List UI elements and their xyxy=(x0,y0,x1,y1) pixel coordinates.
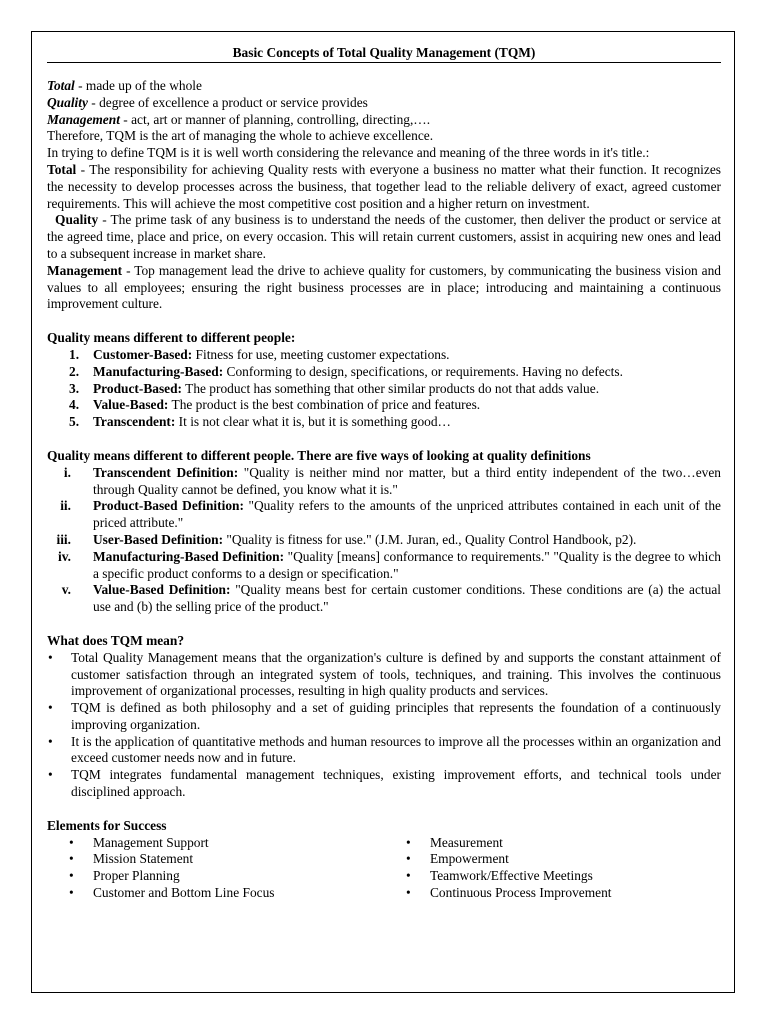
list-text: TQM integrates fundamental management techniques, existing improvement efforts, and technical tools under disciplined approach. xyxy=(71,767,721,800)
list-marker: ii. xyxy=(60,498,71,514)
title-underline xyxy=(47,62,721,63)
list-text: "Quality means best for certain customer conditions. These conditions are (a) the actual use and (b) the selling price of the product." xyxy=(93,582,721,615)
elements-left-column xyxy=(47,835,384,902)
list-item xyxy=(47,835,384,852)
document-body xyxy=(47,78,721,902)
list-text: Measurement xyxy=(430,834,503,850)
definition-management xyxy=(47,112,721,129)
definition-text: - degree of excellence a product or service provides xyxy=(87,94,368,110)
list-item xyxy=(47,532,721,549)
list-text: TQM is defined as both philosophy and a set of guiding principles that represents the foundation of a continuously improving organization. xyxy=(71,700,721,732)
list-item xyxy=(47,364,721,381)
paragraph-term: Management xyxy=(47,262,123,278)
list-item xyxy=(47,700,721,734)
list-text: Teamwork/Effective Meetings xyxy=(430,868,593,884)
paragraph-text: - The prime task of any business is to understand the needs of the customer, then deliver the product or service at the agreed time, place and price, on every occasion. This will retain current customers, assist in acquiring new ones and lead to a subsequent increase in market share. xyxy=(47,212,721,261)
list-marker: i. xyxy=(63,464,71,480)
list-item xyxy=(384,868,721,885)
bullet-icon: • xyxy=(48,649,53,665)
paragraph-total xyxy=(47,162,721,212)
list-term: Value-Based: xyxy=(93,397,169,413)
bullet-icon: • xyxy=(406,834,411,850)
list-text: Total Quality Management means that the organization's culture is defined by and supports the constant attainment of customer satisfaction through an integrated system of tools, techniques, and training. This involves the continuous improvement of organizational processes, resulting in high quality products and services. xyxy=(71,649,721,699)
list-item xyxy=(384,885,721,902)
list-text: The product is the best combination of price and features. xyxy=(168,397,481,413)
bullet-icon: • xyxy=(69,834,74,850)
bullet-icon: • xyxy=(48,733,53,749)
list-term: Customer-Based: xyxy=(93,346,193,362)
bullet-list xyxy=(47,650,721,801)
section-heading-five-ways: Quality means different to different people. There are five ways of looking at quality definitions xyxy=(47,447,591,463)
document-title: Basic Concepts of Total Quality Management (TQM) xyxy=(232,45,536,60)
elements-columns xyxy=(47,835,721,902)
bullet-icon: • xyxy=(406,885,411,901)
list-item xyxy=(47,465,721,499)
list-text: Mission Statement xyxy=(93,851,194,867)
paragraph-text: - The responsibility for achieving Quality rests with everyone a business no matter what their function. It recognizes the necessity to develop processes across the business, that together lead to the reliable delivery of exact, agreed customer requirements. This will achieve the most competitive cost position and a higher return on investment. xyxy=(47,161,721,211)
list-text: It is not clear what it is, but it is something good… xyxy=(175,414,451,430)
definition-term: Total xyxy=(47,78,75,93)
list-term: Manufacturing-Based: xyxy=(93,363,224,379)
bullet-icon: • xyxy=(48,700,53,716)
paragraph-management xyxy=(47,263,721,313)
list-item xyxy=(47,885,384,902)
bullet-icon: • xyxy=(69,851,74,867)
list-marker: iii. xyxy=(56,531,71,547)
therefore-line: Therefore, TQM is the art of managing the whole to achieve excellence. xyxy=(47,128,434,144)
definition-quality xyxy=(47,95,721,112)
list-item xyxy=(47,650,721,700)
bullet-icon: • xyxy=(69,885,74,901)
list-text: Proper Planning xyxy=(93,868,180,884)
section-heading-what-tqm: What does TQM mean? xyxy=(47,632,185,648)
list-text: Management Support xyxy=(93,834,209,850)
list-text: The product has something that other similar products do not that adds value. xyxy=(182,380,600,396)
list-item xyxy=(47,397,721,414)
list-text: Empowerment xyxy=(430,851,509,867)
definition-term: Management xyxy=(47,111,120,127)
section-heading-elements: Elements for Success xyxy=(47,817,167,833)
list-item xyxy=(47,868,384,885)
list-item xyxy=(47,414,721,431)
list-text: "Quality refers to the amounts of the unpriced attributes contained in each unit of the priced attribute." xyxy=(93,498,721,531)
list-marker: 1. xyxy=(69,346,80,362)
list-term: Product-Based Definition: xyxy=(93,498,244,514)
list-marker: 5. xyxy=(69,414,80,430)
list-item xyxy=(384,851,721,868)
definition-term: Quality xyxy=(47,94,88,110)
roman-list xyxy=(47,465,721,616)
paragraph-term: Total xyxy=(47,161,77,177)
list-term: Transcendent: xyxy=(93,414,176,430)
list-item xyxy=(47,347,721,364)
definition-total xyxy=(47,78,721,95)
elements-right-column xyxy=(384,835,721,902)
list-term: Manufacturing-Based Definition: xyxy=(93,548,285,564)
list-marker: iv. xyxy=(57,548,71,564)
list-text: "Quality [means] conformance to requirements." "Quality is the degree to which a specific product conforms to a design or specification." xyxy=(93,548,721,581)
list-item xyxy=(47,734,721,768)
list-text: Customer and Bottom Line Focus xyxy=(93,885,275,901)
list-term: User-Based Definition: xyxy=(93,531,224,547)
list-text: Fitness for use, meeting customer expectations. xyxy=(192,346,450,362)
list-text: "Quality is neither mind nor matter, but a third entity independent of the two…even through Quality cannot be defined, you know what it is." xyxy=(93,464,721,497)
paragraph-text: - Top management lead the drive to achieve quality for customers, by communicating the business vision and values to all employees; ensuring the right business processes are in place; introducing and maintaining a continuous improvement culture. xyxy=(47,262,721,312)
list-marker: 2. xyxy=(69,363,80,379)
intro-paragraph: In trying to define TQM is it is well worth considering the relevance and meaning of the three words in it's title.: xyxy=(47,145,650,161)
list-marker: 3. xyxy=(69,380,80,396)
bullet-icon: • xyxy=(406,851,411,867)
list-item xyxy=(384,835,721,852)
bullet-icon: • xyxy=(48,767,53,783)
list-item xyxy=(47,767,721,801)
list-marker: v. xyxy=(61,582,71,598)
bullet-icon: • xyxy=(69,868,74,884)
list-item xyxy=(47,381,721,398)
list-text: Conforming to design, specifications, or requirements. Having no defects. xyxy=(223,363,623,379)
list-text: It is the application of quantitative methods and human resources to improve all the processes within an organization and exceed customer needs now and in future. xyxy=(71,733,721,766)
numbered-list xyxy=(47,347,721,431)
definition-text: - made up of the whole xyxy=(74,78,202,93)
paragraph-term: Quality xyxy=(55,212,99,228)
list-item xyxy=(47,549,721,583)
list-term: Product-Based: xyxy=(93,380,183,396)
document-page xyxy=(31,31,735,993)
list-term: Value-Based Definition: xyxy=(93,582,231,598)
definition-text: - act, art or manner of planning, controlling, directing,…. xyxy=(119,111,431,127)
list-item xyxy=(47,582,721,616)
bullet-icon: • xyxy=(406,868,411,884)
list-marker: 4. xyxy=(69,397,80,413)
list-text: Continuous Process Improvement xyxy=(430,885,612,901)
list-item xyxy=(47,851,384,868)
list-term: Transcendent Definition: xyxy=(93,464,239,480)
paragraph-quality xyxy=(47,212,721,262)
list-item xyxy=(47,498,721,532)
list-text: "Quality is fitness for use." (J.M. Juran, ed., Quality Control Handbook, p2). xyxy=(223,531,637,547)
section-heading-quality-people: Quality means different to different people: xyxy=(47,330,296,346)
